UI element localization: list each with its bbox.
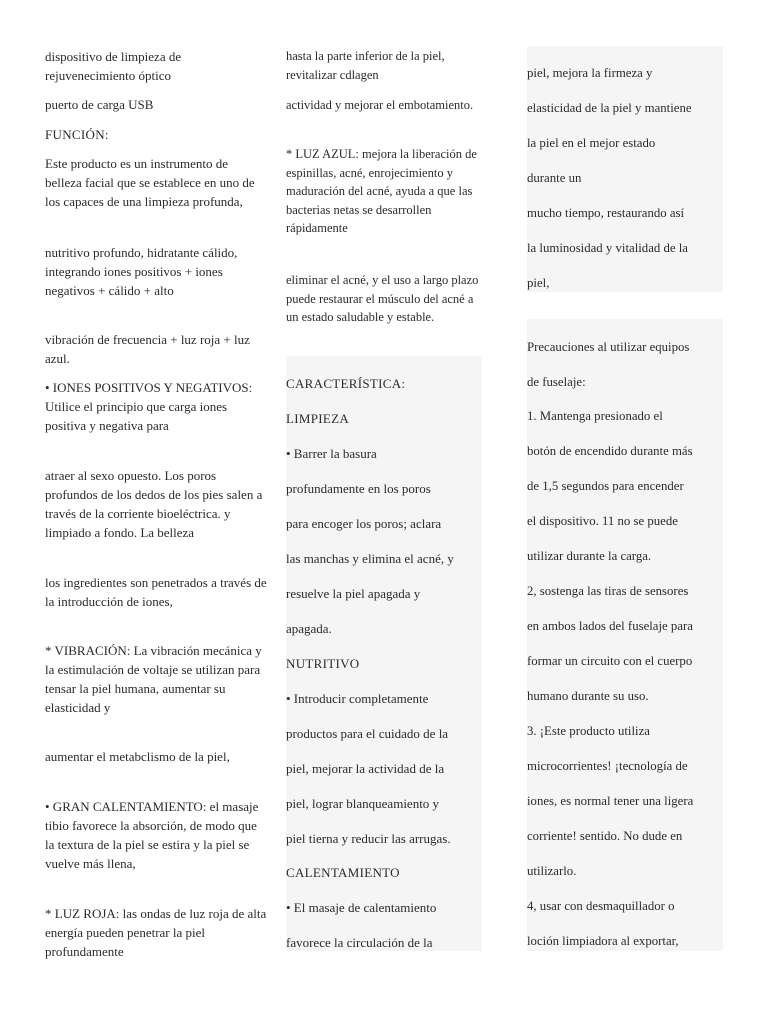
paragraph: los ingredientes son penetrados a través de la introducción de iones, bbox=[45, 575, 267, 609]
text-line: mucho tiempo, restaurando así bbox=[527, 206, 685, 220]
paragraph: * LUZ ROJA: las ondas de luz roja de alta energía pueden penetrar la piel profundamente bbox=[45, 906, 267, 959]
paragraph: * LUZ AZUL: mejora la liberación de espinillas, acné, enrojecimiento y maduración del acné, ayuda a que las bacterias netas se desarrollen rápidamente bbox=[286, 147, 477, 235]
text-line: botón de encendido durante más bbox=[527, 444, 693, 458]
text-line: apagada. bbox=[286, 621, 332, 636]
paragraph: * VIBRACIÓN: La vibración mecánica y la estimulación de voltaje se utilizan para tensar la piel humana, aumentar su elasticidad y bbox=[45, 643, 262, 715]
paragraph: actividad y mejorar el embotamiento. bbox=[286, 98, 474, 112]
text-line: • El masaje de calentamiento bbox=[286, 900, 437, 915]
text-line: piel, bbox=[527, 276, 550, 290]
paragraph: aumentar el metabclismo de la piel, bbox=[45, 749, 230, 764]
text-line: microcorrientes! ¡tecnología de bbox=[527, 759, 688, 773]
paragraph: nutritivo profundo, hidratante cálido, integrando iones positivos + iones negativos + cálido + alto bbox=[45, 245, 238, 298]
subheading: CALENTAMIENTO bbox=[286, 865, 400, 880]
text-line: la piel en el mejor estado bbox=[527, 136, 656, 150]
text-line: • Barrer la basura bbox=[286, 446, 377, 461]
text-line: humano durante su uso. bbox=[527, 689, 649, 703]
text-line: piel, mejorar la actividad de la bbox=[286, 761, 445, 776]
text-line: durante un bbox=[527, 171, 582, 185]
paragraph: hasta la parte inferior de la piel, revitalizar cdlagen bbox=[286, 49, 445, 82]
text-line: el dispositivo. 11 no se puede bbox=[527, 514, 678, 528]
text-line: piel tierna y reducir las arrugas. bbox=[286, 831, 451, 846]
text-line: formar un circuito con el cuerpo bbox=[527, 654, 693, 668]
text-line: las manchas y elimina el acné, y bbox=[286, 551, 454, 566]
paragraph: • GRAN CALENTAMIENTO: el masaje tibio favorece la absorción, de modo que la textura de la piel se estira y la piel se vuelve más llena, bbox=[45, 799, 259, 871]
section-heading: CARACTERÍSTICA: bbox=[286, 376, 406, 391]
text-line: corriente! sentido. No dude en bbox=[527, 829, 683, 843]
paragraph: eliminar el acné, y el uso a largo plazo puede restaurar el músculo del acné a un estado saludable y estable. bbox=[286, 273, 479, 324]
text-line: 2, sostenga las tiras de sensores bbox=[527, 584, 689, 598]
text-line: elasticidad de la piel y mantiene bbox=[527, 101, 692, 115]
text-line: piel, lograr blanqueamiento y bbox=[286, 796, 440, 811]
text-line: utilizarlo. bbox=[527, 864, 577, 878]
paragraph: puerto de carga USB bbox=[45, 97, 154, 112]
text-line: piel, mejora la firmeza y bbox=[527, 66, 653, 80]
text-line: la luminosidad y vitalidad de la bbox=[527, 241, 688, 255]
text-line: • Introducir completamente bbox=[286, 691, 429, 706]
paragraph: vibración de frecuencia + luz roja + luz azul. bbox=[45, 332, 250, 366]
paragraph: dispositivo de limpieza de rejuvenecimiento óptico bbox=[45, 49, 182, 83]
text-line: iones, es normal tener una ligera bbox=[527, 794, 694, 808]
text-line: resuelve la piel apagada y bbox=[286, 586, 421, 601]
text-line: loción limpiadora al exportar, bbox=[527, 934, 679, 948]
paragraph: Este producto es un instrumento de belleza facial que se establece en uno de los capaces de una limpieza profunda, bbox=[45, 156, 255, 209]
text-line: para encoger los poros; aclara bbox=[286, 516, 442, 531]
section-heading: Precauciones al utilizar equipos bbox=[527, 340, 690, 354]
text-line: utilizar durante la carga. bbox=[527, 549, 652, 563]
text-line: productos para el cuidado de la bbox=[286, 726, 449, 741]
text-line: favorece la circulación de la bbox=[286, 935, 433, 950]
paragraph: atraer al sexo opuesto. Los poros profundos de los dedos de los pies salen a través de la corriente bioeléctrica. y limpiado a fondo. La belleza bbox=[45, 468, 263, 540]
subheading: NUTRITIVO bbox=[286, 656, 360, 671]
text-line: profundamente en los poros bbox=[286, 481, 431, 496]
text-line: en ambos lados del fuselaje para bbox=[527, 619, 693, 633]
subheading: LIMPIEZA bbox=[286, 411, 350, 426]
section-heading: FUNCIÓN: bbox=[45, 127, 109, 142]
paragraph: • IONES POSITIVOS Y NEGATIVOS: Utilice el principio que carga iones positiva y negativa para bbox=[45, 380, 253, 433]
text-line: de fuselaje: bbox=[527, 375, 586, 389]
text-line: de 1,5 segundos para encender bbox=[527, 479, 684, 493]
text-line: 4, usar con desmaquillador o bbox=[527, 899, 675, 913]
text-line: 1. Mantenga presionado el bbox=[527, 409, 663, 423]
text-line: 3. ¡Este producto utiliza bbox=[527, 724, 650, 738]
